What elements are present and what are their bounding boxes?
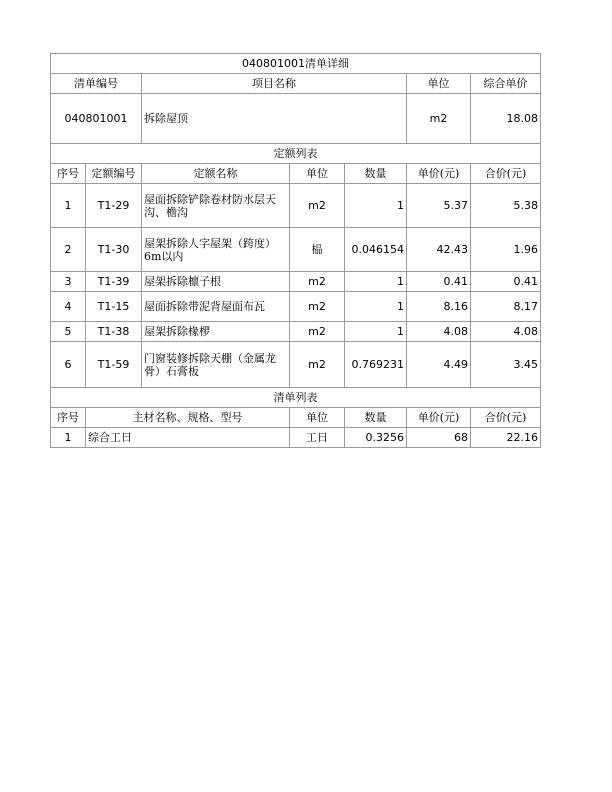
table-row bbox=[51, 228, 541, 272]
row-price: 68 bbox=[407, 428, 471, 448]
row-no: 4 bbox=[51, 292, 86, 322]
col-header-price: 单价(元) bbox=[407, 164, 471, 184]
row-unit: m2 bbox=[290, 184, 345, 228]
col-header-quota-code: 定额编号 bbox=[86, 164, 142, 184]
table-row bbox=[51, 272, 541, 292]
row-total: 3.45 bbox=[471, 342, 541, 388]
item-name-value: 拆除屋顶 bbox=[142, 94, 407, 144]
row-quota-code: T1-38 bbox=[86, 322, 142, 342]
row-price: 5.37 bbox=[407, 184, 471, 228]
table-row bbox=[51, 322, 541, 342]
row-price: 0.41 bbox=[407, 272, 471, 292]
col-header-qty: 数量 bbox=[345, 164, 407, 184]
unit-value: m2 bbox=[407, 94, 471, 144]
row-quota-name: 屋面拆除带泥背屋面布瓦 bbox=[142, 292, 290, 322]
row-price: 4.08 bbox=[407, 322, 471, 342]
row-quota-name: 屋架拆除椽椤 bbox=[142, 322, 290, 342]
row-material-name: 综合工日 bbox=[86, 428, 290, 448]
row-unit: 工日 bbox=[290, 428, 345, 448]
row-quota-name: 屋面拆除铲除卷材防水层天沟、檐沟 bbox=[142, 184, 290, 228]
row-total: 8.17 bbox=[471, 292, 541, 322]
col-header-total: 合价(元) bbox=[471, 164, 541, 184]
table-row bbox=[51, 184, 541, 228]
row-qty: 0.769231 bbox=[345, 342, 407, 388]
table-row bbox=[51, 342, 541, 388]
bill-code-label: 清单编号 bbox=[51, 74, 142, 94]
unit-label: 单位 bbox=[407, 74, 471, 94]
row-total: 1.96 bbox=[471, 228, 541, 272]
bill-code-value: 040801001 bbox=[51, 94, 142, 144]
col-header-material-name: 主材名称、规格、型号 bbox=[86, 408, 290, 428]
row-quota-code: T1-39 bbox=[86, 272, 142, 292]
row-no: 6 bbox=[51, 342, 86, 388]
row-unit: m2 bbox=[290, 292, 345, 322]
row-quota-code: T1-30 bbox=[86, 228, 142, 272]
row-qty: 1 bbox=[345, 292, 407, 322]
row-qty: 0.3256 bbox=[345, 428, 407, 448]
col-header-no: 序号 bbox=[51, 164, 86, 184]
row-no: 1 bbox=[51, 428, 86, 448]
table-title: 040801001清单详细 bbox=[51, 54, 541, 74]
row-total: 4.08 bbox=[471, 322, 541, 342]
col-header-unit: 单位 bbox=[290, 164, 345, 184]
row-unit: 榀 bbox=[290, 228, 345, 272]
row-price: 8.16 bbox=[407, 292, 471, 322]
composite-price-label: 综合单价 bbox=[471, 74, 541, 94]
list-section-title: 清单列表 bbox=[51, 388, 541, 408]
row-qty: 0.046154 bbox=[345, 228, 407, 272]
item-name-label: 项目名称 bbox=[142, 74, 407, 94]
header-values-row bbox=[51, 94, 541, 144]
col-header-quota-name: 定额名称 bbox=[142, 164, 290, 184]
row-price: 42.43 bbox=[407, 228, 471, 272]
row-qty: 1 bbox=[345, 322, 407, 342]
row-quota-code: T1-15 bbox=[86, 292, 142, 322]
row-no: 3 bbox=[51, 272, 86, 292]
row-quota-name: 屋架拆除人字屋架（跨度）6m以内 bbox=[142, 228, 290, 272]
row-unit: m2 bbox=[290, 342, 345, 388]
header-labels-row bbox=[51, 74, 541, 94]
quota-section-title: 定额列表 bbox=[51, 144, 541, 164]
col-header-qty: 数量 bbox=[345, 408, 407, 428]
row-quota-name: 屋架拆除檩子根 bbox=[142, 272, 290, 292]
row-no: 5 bbox=[51, 322, 86, 342]
col-header-total: 合价(元) bbox=[471, 408, 541, 428]
col-header-price: 单价(元) bbox=[407, 408, 471, 428]
row-quota-code: T1-59 bbox=[86, 342, 142, 388]
col-header-unit: 单位 bbox=[290, 408, 345, 428]
composite-price-value: 18.08 bbox=[471, 94, 541, 144]
bill-detail-table bbox=[50, 53, 541, 448]
table-row bbox=[51, 428, 541, 448]
row-unit: m2 bbox=[290, 322, 345, 342]
row-qty: 1 bbox=[345, 184, 407, 228]
row-no: 1 bbox=[51, 184, 86, 228]
quota-column-headers bbox=[51, 164, 541, 184]
row-quota-name: 门窗装修拆除天棚（金属龙骨）石膏板 bbox=[142, 342, 290, 388]
table-row bbox=[51, 292, 541, 322]
row-quota-code: T1-29 bbox=[86, 184, 142, 228]
row-qty: 1 bbox=[345, 272, 407, 292]
col-header-no: 序号 bbox=[51, 408, 86, 428]
row-total: 0.41 bbox=[471, 272, 541, 292]
row-total: 5.38 bbox=[471, 184, 541, 228]
row-unit: m2 bbox=[290, 272, 345, 292]
row-price: 4.49 bbox=[407, 342, 471, 388]
row-no: 2 bbox=[51, 228, 86, 272]
row-total: 22.16 bbox=[471, 428, 541, 448]
list-column-headers bbox=[51, 408, 541, 428]
